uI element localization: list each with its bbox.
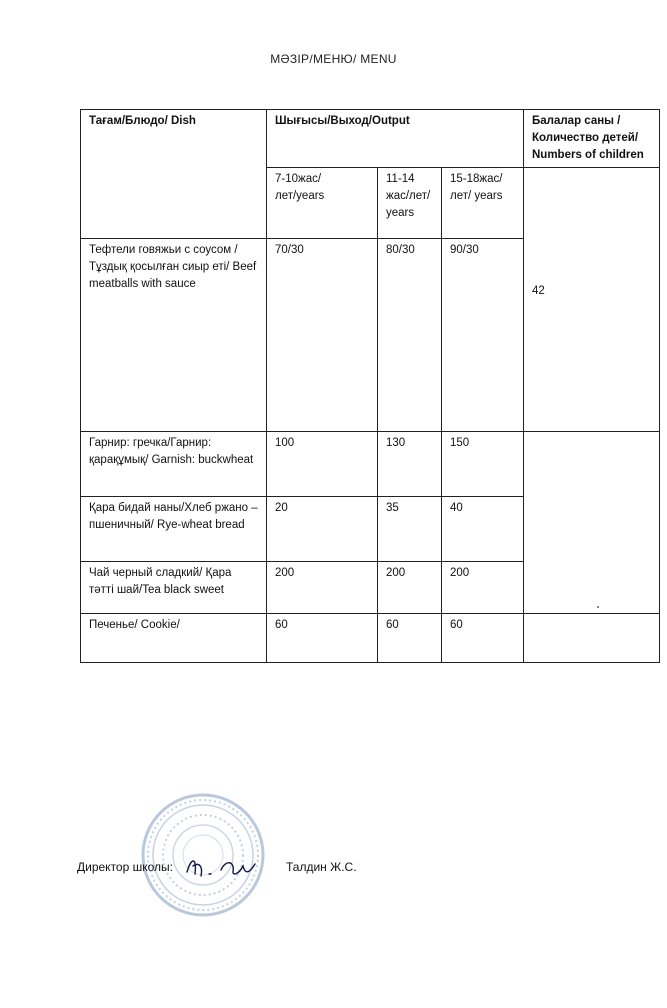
table-row [81,614,660,663]
empty-count-cell [524,614,660,663]
speck-mark [597,606,599,608]
menu-table [80,109,660,663]
table-row [81,432,660,497]
portion-value: 80/30 [378,239,442,432]
portion-value: 60 [267,614,378,663]
director-name: Талдин Ж.С. [286,860,357,874]
portion-value: 60 [442,614,524,663]
portion-value: 70/30 [267,239,378,432]
dish-name: Тефтели говяжьи с соусом / Тұздық қосылған сиыр еті/ Beef meatballs with sauce [81,239,267,432]
portion-value: 150 [442,432,524,497]
age-group-7-10: 7-10жас/лет/years [267,168,378,239]
children-count: 42 [532,285,545,297]
dish-name: Гарнир: гречка/Гарнир: қарақұмық/ Garnish: buckwheat [81,432,267,497]
portion-value: 200 [378,562,442,614]
header-output: Шығысы/Выход/Output [267,110,524,168]
portion-value: 60 [378,614,442,663]
children-count-cell [524,168,660,432]
portion-value: 130 [378,432,442,497]
header-children: Балалар саны /Количество детей/ Numbers of children [524,110,660,168]
age-group-11-14: 11-14 жас/лет/ years [378,168,442,239]
director-label: Директор школы: [77,860,173,874]
header-dish: Тағам/Блюдо/ Dish [81,110,267,239]
signature-scribble-icon [183,852,258,882]
empty-count-cell [524,432,660,614]
dish-name: Чай черный сладкий/ Қара тәтті шай/Tea black sweet [81,562,267,614]
portion-value: 40 [442,497,524,562]
dish-name: Қара бидай наны/Хлеб ржано – пшеничный/ Rye-wheat bread [81,497,267,562]
portion-value: 20 [267,497,378,562]
age-group-15-18: 15-18жас/лет/ years [442,168,524,239]
portion-value: 90/30 [442,239,524,432]
portion-value: 200 [442,562,524,614]
portion-value: 35 [378,497,442,562]
page-title: МӘЗІР/МЕНЮ/ MENU [270,52,397,66]
table-header-row [81,110,660,168]
portion-value: 200 [267,562,378,614]
portion-value: 100 [267,432,378,497]
dish-name: Печенье/ Cookie/ [81,614,267,663]
